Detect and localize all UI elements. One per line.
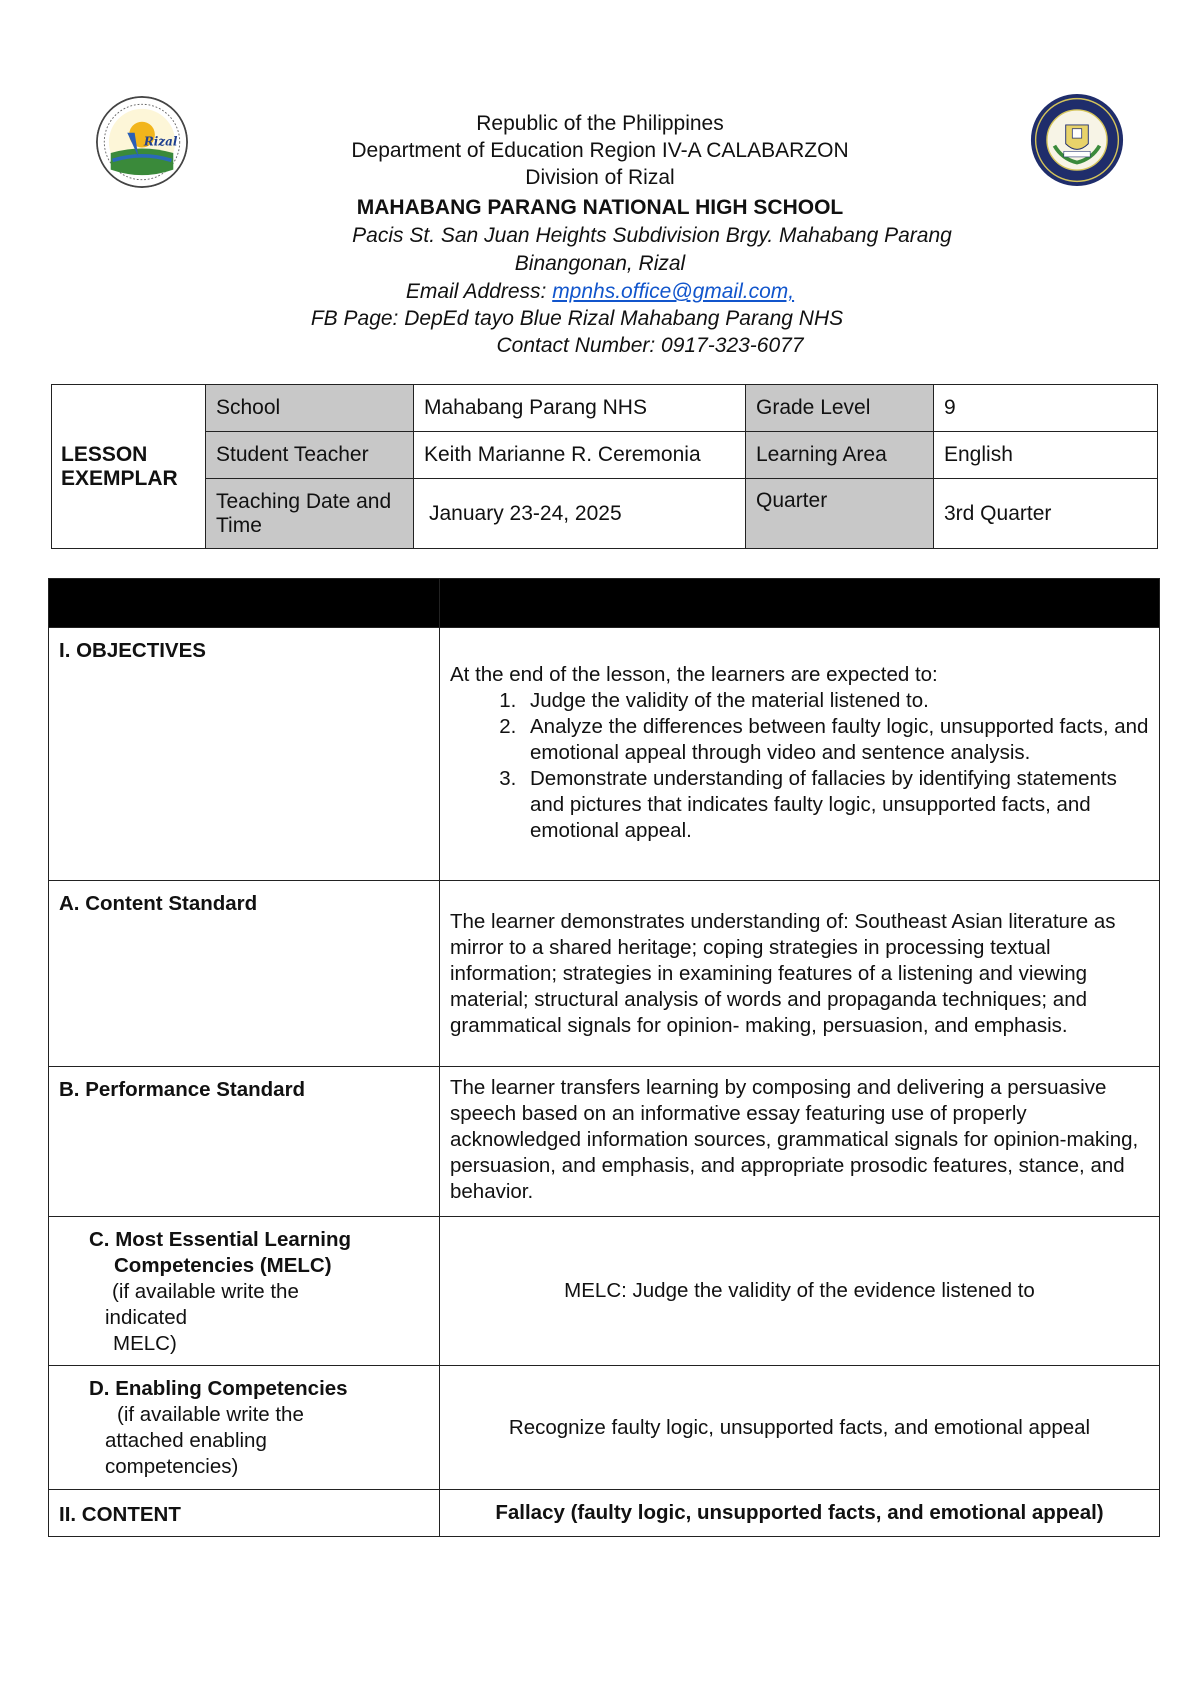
enabling-note-line3: competencies) xyxy=(105,1455,239,1478)
objectives-row xyxy=(49,628,1160,881)
objectives-content xyxy=(440,628,1160,881)
melc-note-line3: MELC) xyxy=(113,1332,177,1355)
quarter-value: 3rd Quarter xyxy=(934,479,1158,549)
school-value: Mahabang Parang NHS xyxy=(414,385,746,432)
header-cell-left xyxy=(49,579,440,628)
learning-area-value: English xyxy=(934,432,1158,479)
enabling-note-line2: attached enabling xyxy=(105,1429,267,1452)
student-teacher-label: Student Teacher xyxy=(206,432,414,479)
teaching-date-label: Teaching Date and Time xyxy=(206,479,414,549)
objectives-label: I. OBJECTIVES xyxy=(49,628,440,881)
grade-level-label: Grade Level xyxy=(746,385,934,432)
lesson-info-table xyxy=(51,384,1158,549)
fb-page-line: FB Page: DepEd tayo Blue Rizal Mahabang Parang NHS xyxy=(310,307,844,330)
school-address-line1: Pacis St. San Juan Heights Subdivision Brgy. Mahabang Parang xyxy=(352,224,952,247)
content-standard-label: A. Content Standard xyxy=(49,881,440,1067)
melc-note-line2: indicated xyxy=(105,1306,188,1329)
grade-level-value: 9 xyxy=(934,385,1158,432)
melc-label-cell xyxy=(49,1217,440,1366)
lesson-exemplar-title: LESSON EXEMPLAR xyxy=(52,385,206,549)
objectives-intro: At the end of the lesson, the learners are expected to: xyxy=(450,663,938,686)
department-line: Department of Education Region IV-A CALABARZON xyxy=(351,139,849,162)
lesson-plan-table xyxy=(48,578,1160,1537)
enabling-label: D. Enabling Competencies xyxy=(89,1377,348,1400)
school-address-line2: Binangonan, Rizal xyxy=(514,252,686,275)
logo-text: Rizal xyxy=(143,134,178,149)
objective-item: 1. Judge the validity of the material listened to. xyxy=(522,688,1149,714)
performance-standard-label: B. Performance Standard xyxy=(49,1067,440,1217)
content-standard-row xyxy=(49,881,1160,1067)
learning-area-label: Learning Area xyxy=(746,432,934,479)
quarter-label: Quarter xyxy=(746,479,934,549)
division-line: Division of Rizal xyxy=(525,166,675,189)
melc-label-line2: Competencies (MELC) xyxy=(114,1254,332,1277)
performance-standard-row xyxy=(49,1067,1160,1217)
republic-line: Republic of the Philippines xyxy=(476,112,724,135)
email-label: Email Address: xyxy=(405,280,553,303)
content-label: II. CONTENT xyxy=(49,1490,440,1537)
melc-row xyxy=(49,1217,1160,1366)
school-name: MAHABANG PARANG NATIONAL HIGH SCHOOL xyxy=(356,196,844,219)
enabling-note-line1: (if available write the xyxy=(117,1403,304,1426)
content-text: Fallacy (faulty logic, unsupported facts, and emotional appeal) xyxy=(440,1490,1160,1537)
header-cell-right xyxy=(440,579,1160,628)
student-teacher-value: Keith Marianne R. Ceremonia xyxy=(414,432,746,479)
email-link[interactable]: mpnhs.office@gmail.com, xyxy=(552,280,795,303)
email-line xyxy=(0,280,1200,304)
content-row xyxy=(49,1490,1160,1537)
content-standard-text: The learner demonstrates understanding of: Southeast Asian literature as mirror to a shared heritage; coping strategies in processing textual information; strategies in examining features of a listening and viewing material; structural analysis of words and propaganda techniques; and grammatical signals for opinion- making, persuasion, and emphasis. xyxy=(440,881,1160,1067)
melc-text: MELC: Judge the validity of the evidence listened to xyxy=(440,1217,1160,1366)
objectives-list xyxy=(450,688,1149,844)
objective-item: 3. Demonstrate understanding of fallacies by identifying statements and pictures that indicates faulty logic, unsupported facts, and emotional appeal. xyxy=(522,766,1149,844)
objective-item: 2. Analyze the differences between faulty logic, unsupported facts, and emotional appeal through video and sentence analysis. xyxy=(522,714,1149,766)
teaching-date-value: January 23-24, 2025 xyxy=(414,479,746,549)
contact-number-line: Contact Number: 0917-323-6077 xyxy=(496,334,804,357)
school-label: School xyxy=(206,385,414,432)
melc-label-line1: C. Most Essential Learning xyxy=(89,1228,351,1251)
table-header-row xyxy=(49,579,1160,628)
melc-note-line1: (if available write the xyxy=(112,1280,299,1303)
enabling-competencies-row xyxy=(49,1366,1160,1490)
performance-standard-text: The learner transfers learning by composing and delivering a persuasive speech based on an informative essay featuring use of properly acknowledged information sources, grammatical signals for opinion-making, persuasion, and emphasis, and appropriate prosodic features, stance, and behavior. xyxy=(440,1067,1160,1217)
enabling-label-cell xyxy=(49,1366,440,1490)
enabling-text: Recognize faulty logic, unsupported facts, and emotional appeal xyxy=(440,1366,1160,1490)
